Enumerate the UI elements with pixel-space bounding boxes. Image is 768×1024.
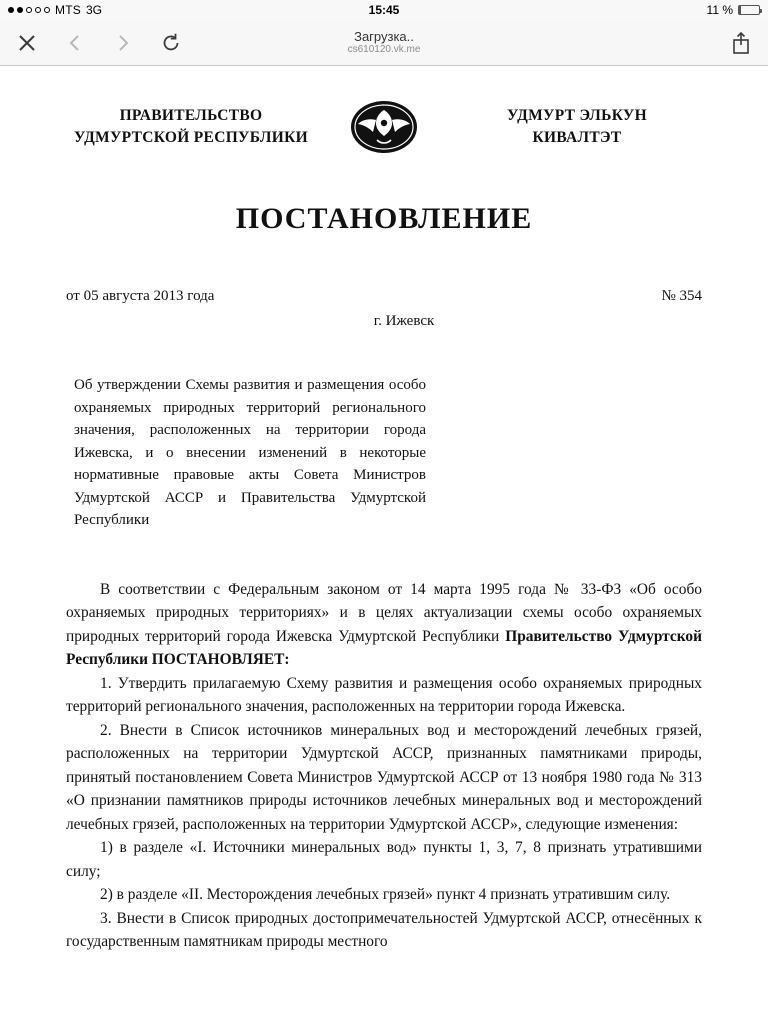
header-left-line2: УДМУРТСКОЙ РЕСПУБЛИКИ [73, 129, 308, 146]
chevron-right-icon[interactable] [110, 30, 136, 56]
chevron-left-icon[interactable] [62, 30, 88, 56]
toolbar-right-group [728, 30, 754, 56]
document-number: № 354 [661, 288, 702, 304]
toolbar-left-group [14, 30, 184, 56]
header-right-line2: КИВАЛТЭТ [532, 129, 622, 146]
reload-icon[interactable] [158, 30, 184, 56]
intro-text: В соответствии с Федеральным законом от 14 марта 1995 года № 33-ФЗ «Об особо охраняемых природных территориях» и в целях актуализации схемы особо охраняемых природных территорий города Ижевска Удмуртской Республики [66, 580, 702, 645]
document-page[interactable] [0, 66, 768, 1024]
share-icon[interactable] [728, 30, 754, 56]
paragraph-item-3: 3. Внести в Список природных достопримечательностей Удмуртской АССР, отнесённых к государственным памятникам природы местного [66, 909, 702, 950]
carrier-label: MTS [55, 3, 81, 17]
document-header [66, 98, 702, 156]
page-url: cs610120.vk.me [347, 44, 421, 55]
header-right-line1: УДМУРТ ЭЛЬКУН [507, 107, 647, 124]
battery-percent-label: 11 % [706, 3, 733, 17]
battery-icon [738, 5, 760, 15]
page-title: Загрузка.. [354, 29, 414, 44]
paragraph-item-2-2: 2) в разделе «II. Месторождения лечебных грязей» пункт 4 признать утратившим силу. [100, 886, 671, 903]
browser-toolbar [0, 20, 768, 66]
document-subject: Об утверждении Схемы развития и размещения особо охраняемых природных территорий регионального значения, расположенных на территории города Ижевска, и о внесении изменений в некоторые нормативные правовые акты Совета Министров Удмуртской АССР и Правительства Удмуртской Республики [74, 377, 426, 528]
document-content [66, 578, 702, 954]
document-title: ПОСТАНОВЛЕНИЕ [235, 202, 533, 235]
paragraph-item-2: 2. Внести в Список источников минеральных вод и месторождений лечебных грязей, расположенных на территории Удмуртской АССР, признанных памятниками природы, принятый постановлением Совета Министров Удмуртской АССР от 13 ноября 1980 года № 313 «О признании памятников природы источников лечебных минеральных вод и месторождений лечебных грязей, расположенных на территории Удмуртской АССР», следующие изменения: [66, 721, 702, 833]
header-left-line1: ПРАВИТЕЛЬСТВО [119, 107, 263, 124]
document-date: от 05 августа 2013 года [66, 288, 215, 304]
network-type-label: 3G [85, 3, 102, 17]
close-icon[interactable] [14, 30, 40, 56]
header-right-udmurt [452, 105, 702, 149]
status-bar-clock: 15:45 [368, 3, 400, 17]
header-left-russian [66, 105, 316, 149]
paragraph-item-2-1: 1) в разделе «I. Источники минеральных вод» пункты 1, 3, 7, 8 признать утратившими силу; [66, 839, 702, 880]
document-body [14, 98, 754, 954]
document-meta [66, 288, 702, 305]
paragraph-intro [66, 578, 702, 672]
coat-of-arms-udmurtia-icon [346, 98, 422, 156]
document-city: г. Ижевск [373, 313, 435, 329]
intro-bold: Правительство Удмуртской Республики ПОСТАНОВЛЯЕТ: [66, 627, 702, 668]
paragraph-item-1: 1. Утвердить прилагаемую Схему развития и размещения особо охраняемых природных территорий регионального значения, расположенных на территории города Ижевска. [66, 674, 702, 715]
status-bar [0, 0, 768, 20]
